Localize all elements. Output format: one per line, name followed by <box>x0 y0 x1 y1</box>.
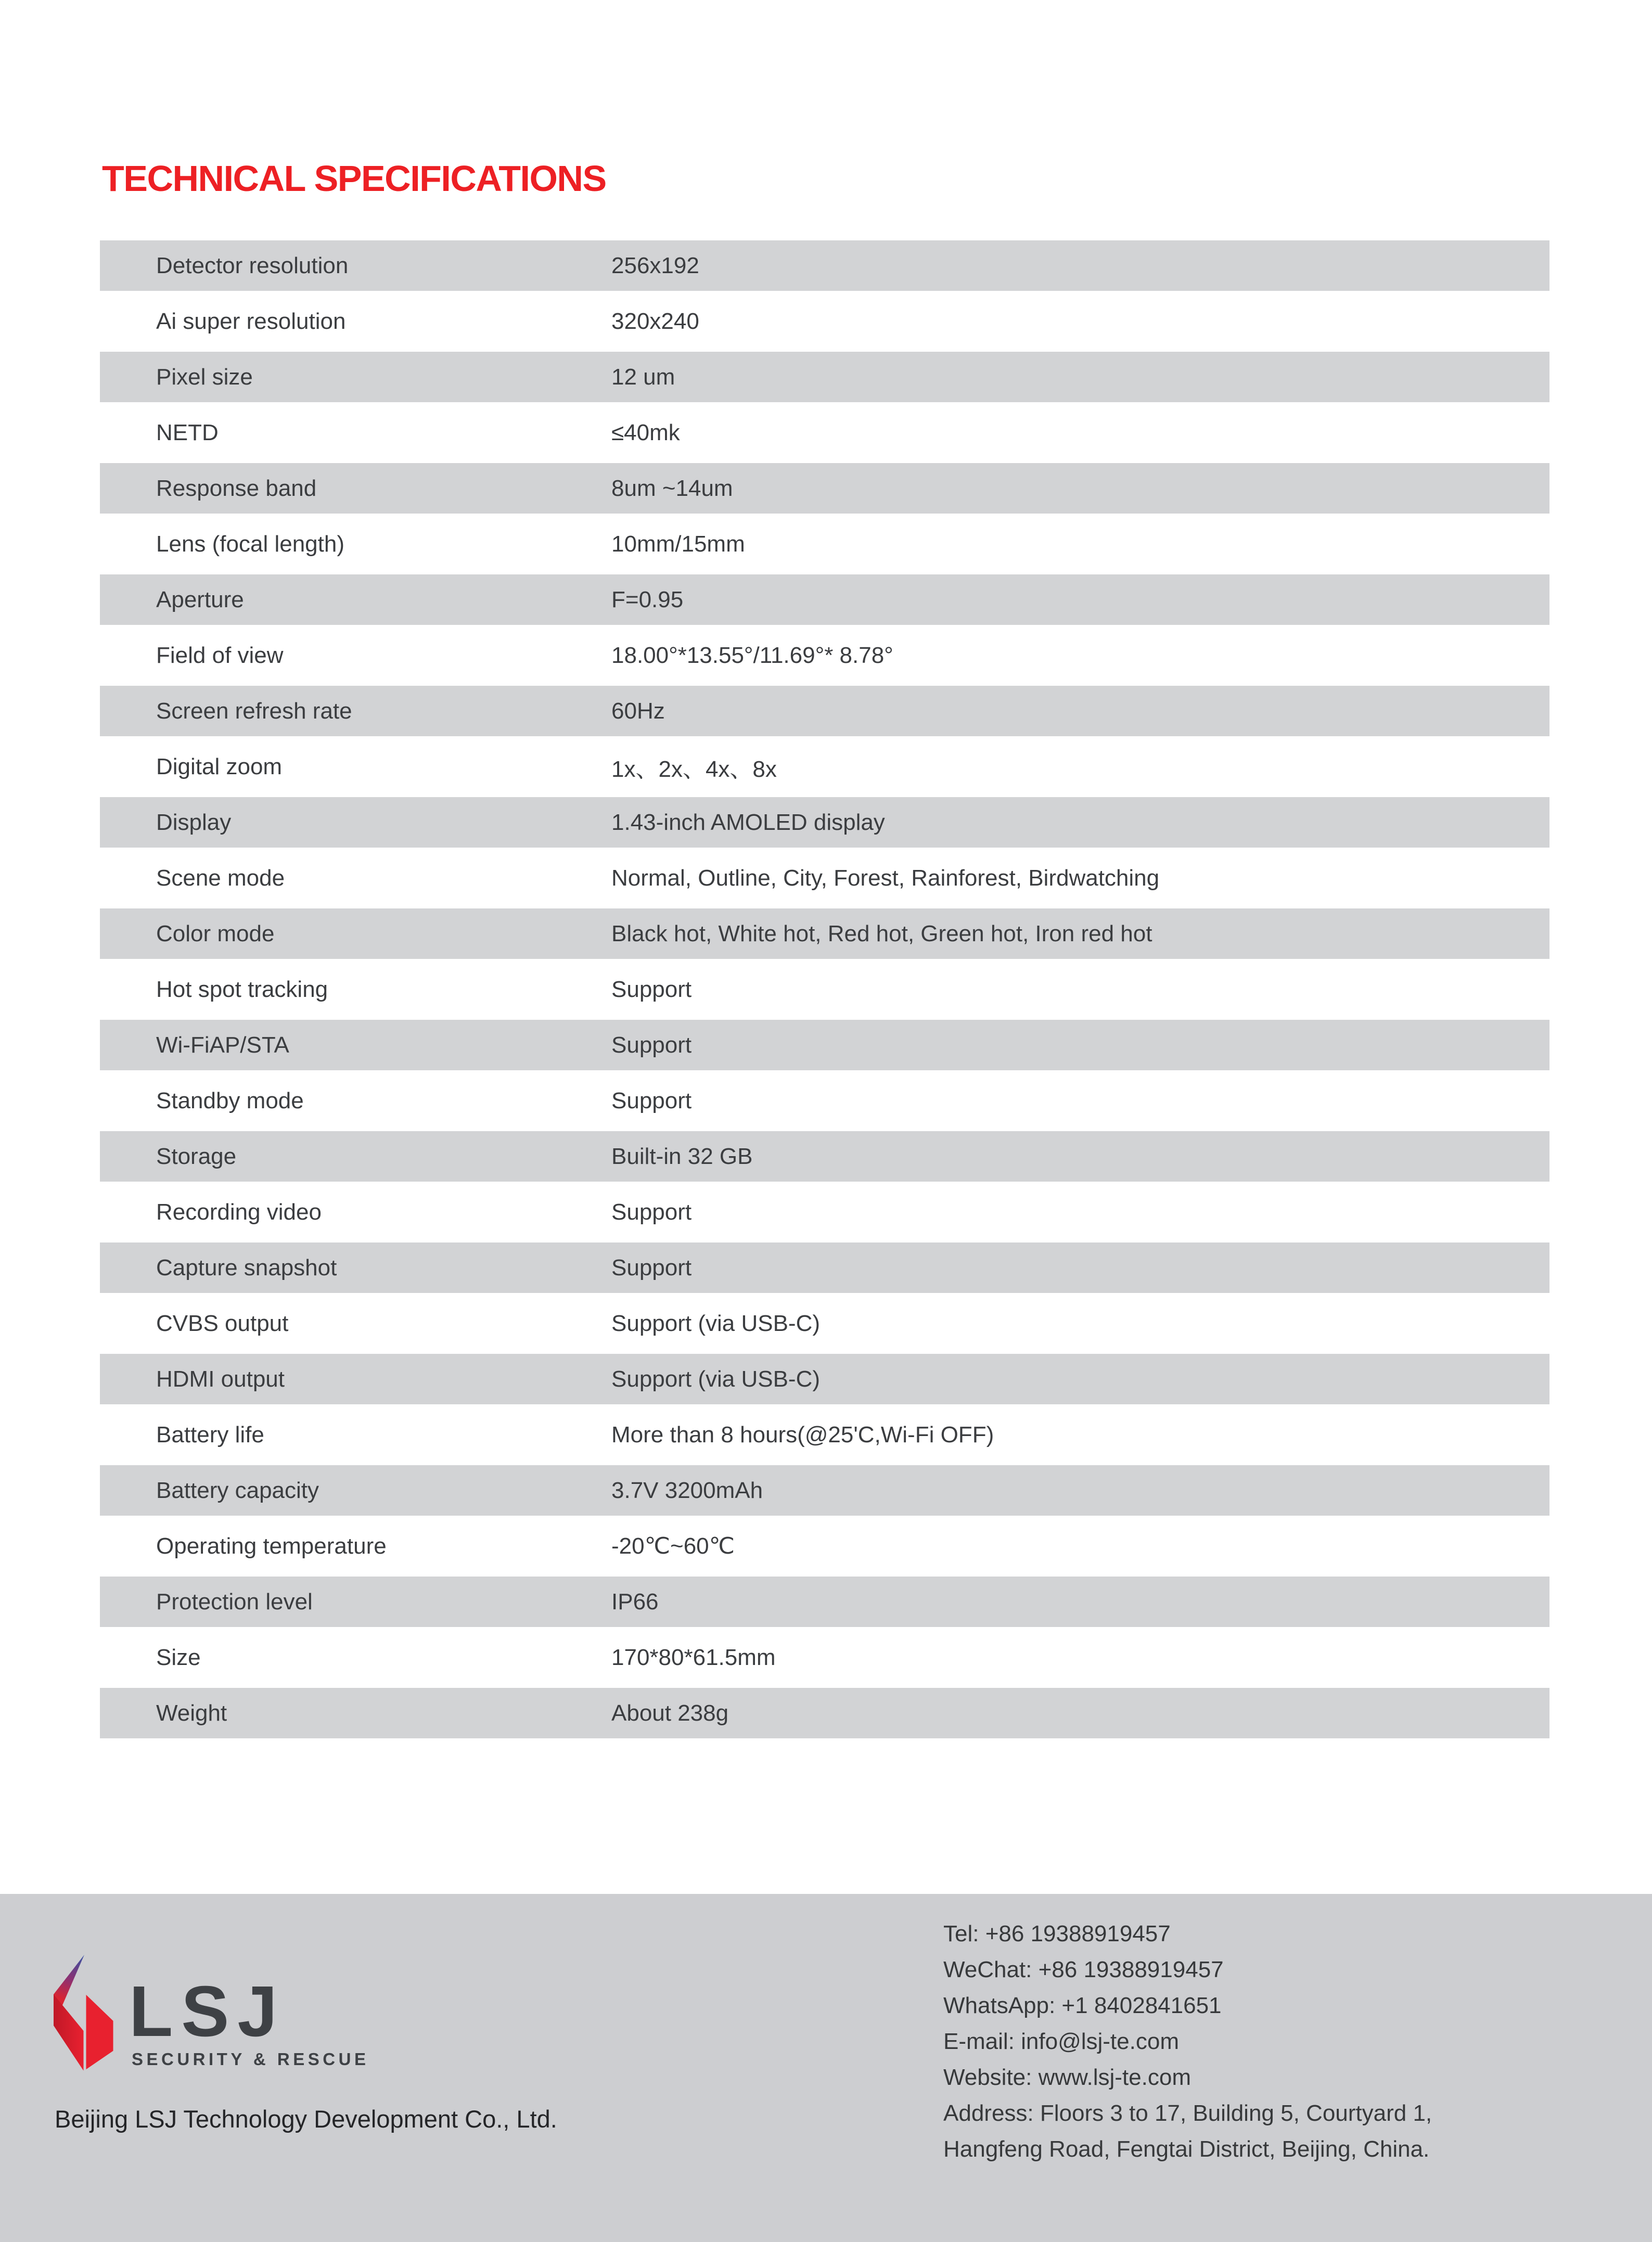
spec-label: Scene mode <box>156 865 285 891</box>
spec-row <box>100 1516 1549 1577</box>
spec-value: 18.00°*13.55°/11.69°* 8.78° <box>611 642 893 668</box>
spec-label: Wi-FiAP/STA <box>156 1032 289 1058</box>
spec-row <box>100 1354 1549 1404</box>
contact-line: Website: www.lsj-te.com <box>943 2065 1191 2090</box>
spec-value: Support <box>611 1032 692 1058</box>
page-title: TECHNICAL SPECIFICATIONS <box>102 158 606 199</box>
spec-row <box>100 1070 1549 1131</box>
spec-value: Support (via USB-C) <box>611 1366 821 1392</box>
spec-row <box>100 1182 1549 1242</box>
spec-label: Pixel size <box>156 364 253 390</box>
spec-label: Weight <box>156 1700 227 1726</box>
contact-info <box>943 1916 1432 2167</box>
spec-row <box>100 908 1549 959</box>
spec-value: More than 8 hours(@25'C,Wi-Fi OFF) <box>611 1421 994 1447</box>
spec-label: Display <box>156 809 232 835</box>
spec-value: 12 um <box>611 364 675 390</box>
spec-value: 1x、2x、4x、8x <box>611 756 777 782</box>
spec-value: Support <box>611 976 692 1002</box>
spec-value: Normal, Outline, City, Forest, Rainforest, Birdwatching <box>611 865 1160 891</box>
lsj-diamond-ribbon-icon <box>54 1955 116 2072</box>
spec-label: Detector resolution <box>156 252 349 278</box>
spec-label: NETD <box>156 419 219 445</box>
spec-value: 256x192 <box>611 252 699 278</box>
spec-row <box>100 1404 1549 1465</box>
spec-row <box>100 1131 1549 1182</box>
spec-value: F=0.95 <box>611 586 684 612</box>
spec-label: Aperture <box>156 586 244 612</box>
spec-row <box>100 402 1549 463</box>
spec-label: Standby mode <box>156 1087 304 1113</box>
spec-value: Support <box>611 1199 692 1225</box>
spec-label: Battery capacity <box>156 1477 319 1503</box>
spec-value: 320x240 <box>611 308 699 334</box>
spec-label: Recording video <box>156 1199 322 1225</box>
spec-row <box>100 574 1549 625</box>
spec-row <box>100 352 1549 402</box>
spec-value: Support <box>611 1087 692 1113</box>
spec-row <box>100 797 1549 848</box>
spec-value: 10mm/15mm <box>611 531 745 557</box>
spec-row <box>100 1293 1549 1354</box>
spec-label: Lens (focal length) <box>156 531 344 557</box>
spec-row <box>100 1688 1549 1738</box>
contact-line: Hangfeng Road, Fengtai District, Beijing, China. <box>943 2136 1430 2162</box>
contact-line: E-mail: info@lsj-te.com <box>943 2029 1179 2054</box>
spec-row <box>100 848 1549 908</box>
spec-value: 1.43-inch AMOLED display <box>611 809 885 835</box>
spec-label: Ai super resolution <box>156 308 346 334</box>
spec-label: Storage <box>156 1143 237 1169</box>
spec-label: Size <box>156 1644 201 1670</box>
spec-label: Hot spot tracking <box>156 976 328 1002</box>
spec-label: Response band <box>156 475 317 501</box>
spec-label: Color mode <box>156 920 275 946</box>
spec-value: Built-in 32 GB <box>611 1143 753 1169</box>
spec-label: Battery life <box>156 1421 264 1447</box>
spec-value: -20℃~60℃ <box>611 1533 735 1559</box>
spec-label: HDMI output <box>156 1366 285 1392</box>
spec-value: 3.7V 3200mAh <box>611 1477 763 1503</box>
spec-row <box>100 625 1549 686</box>
company-name: Beijing LSJ Technology Development Co., Ltd. <box>55 2105 557 2133</box>
spec-label: Protection level <box>156 1588 313 1615</box>
logo-wordmark: LSJ <box>129 1971 286 2052</box>
spec-value: Support <box>611 1254 692 1280</box>
contact-line: Address: Floors 3 to 17, Building 5, Courtyard 1, <box>943 2100 1432 2126</box>
spec-value: 170*80*61.5mm <box>611 1644 776 1670</box>
spec-row <box>100 1627 1549 1688</box>
logo-tagline: SECURITY & RESCUE <box>132 2049 369 2069</box>
spec-value: IP66 <box>611 1588 659 1615</box>
spec-label: Capture snapshot <box>156 1254 337 1280</box>
spec-row <box>100 240 1549 291</box>
spec-value: Support (via USB-C) <box>611 1310 821 1336</box>
spec-label: Operating temperature <box>156 1533 387 1559</box>
spec-value: 60Hz <box>611 698 665 724</box>
spec-row <box>100 514 1549 574</box>
spec-row <box>100 1465 1549 1516</box>
spec-row <box>100 1577 1549 1627</box>
spec-label: Field of view <box>156 642 284 668</box>
spec-row <box>100 686 1549 736</box>
specs-table <box>100 240 1549 1738</box>
contact-line: WeChat: +86 19388919457 <box>943 1957 1224 1982</box>
spec-value: 8um ~14um <box>611 475 733 501</box>
spec-row <box>100 1242 1549 1293</box>
spec-row <box>100 1020 1549 1070</box>
spec-row <box>100 959 1549 1020</box>
spec-label: CVBS output <box>156 1310 289 1336</box>
spec-label: Digital zoom <box>156 753 283 779</box>
footer <box>0 1894 1652 2242</box>
spec-row <box>100 736 1549 797</box>
spec-label: Screen refresh rate <box>156 698 352 724</box>
spec-value: About 238g <box>611 1700 729 1726</box>
spec-row <box>100 291 1549 352</box>
spec-row <box>100 463 1549 514</box>
spec-value: ≤40mk <box>611 419 680 445</box>
spec-value: Black hot, White hot, Red hot, Green hot, Iron red hot <box>611 920 1152 946</box>
contact-line: WhatsApp: +1 8402841651 <box>943 1993 1222 2018</box>
contact-line: Tel: +86 19388919457 <box>943 1921 1171 1946</box>
